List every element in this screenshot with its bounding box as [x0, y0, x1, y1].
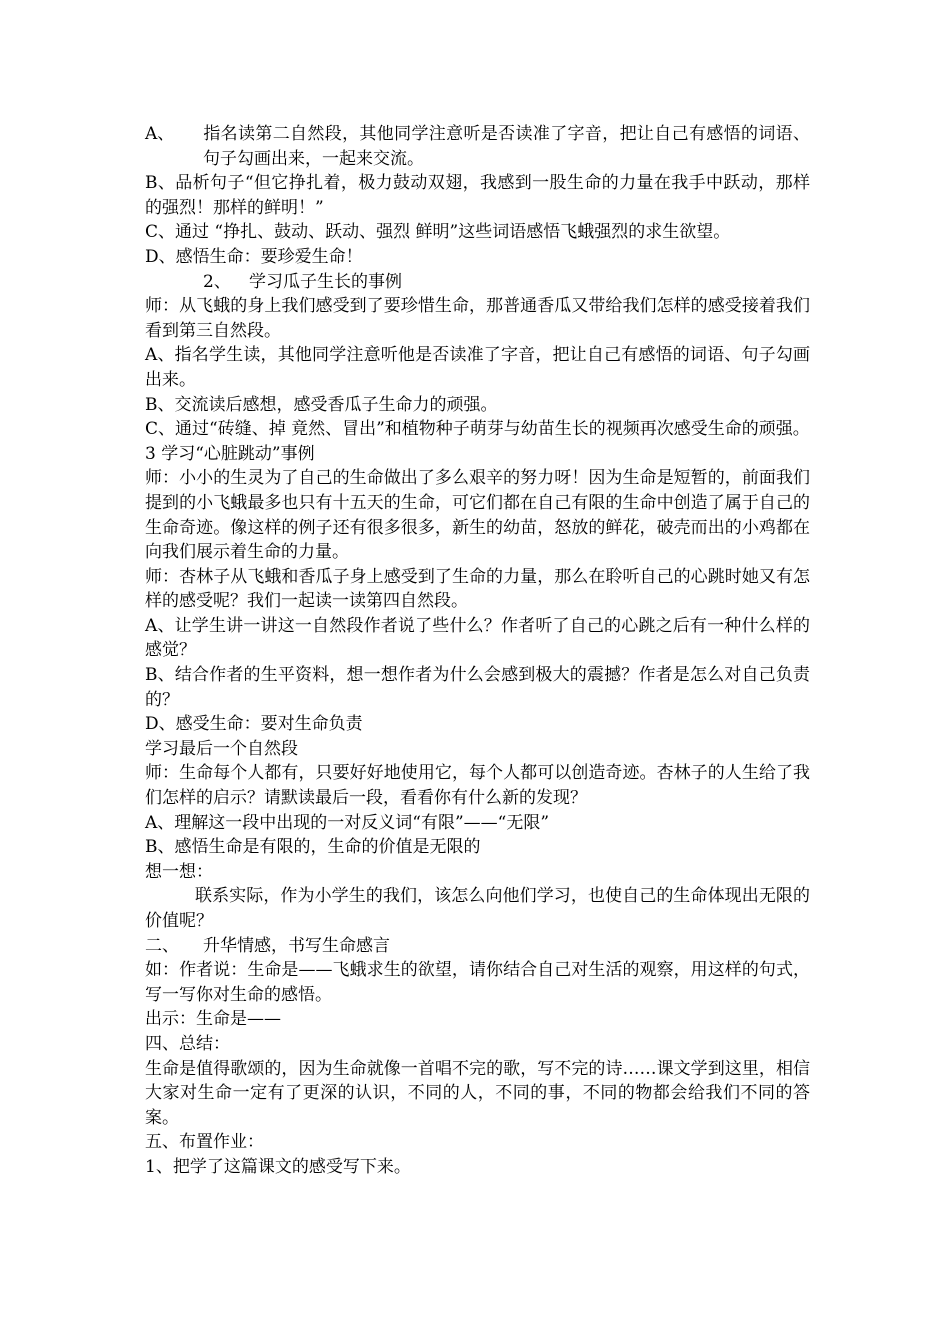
step-b-author-background: B、结合作者的生平资料，想一想作者为什么会感到极大的震撼？作者是怎么对自己负责的？ — [145, 665, 810, 710]
section-2-heading: 二、 升华情感，书写生命感言 — [145, 935, 390, 956]
heading-last-paragraph: 学习最后一个自然段 — [145, 738, 298, 759]
document-body — [145, 122, 810, 1180]
step-a-read-paragraph-2: A、 指名读第二自然段，其他同学注意听是否读准了字音，把让自己有感悟的词语、句子勾画出来，一起来交流。 — [145, 124, 810, 169]
think-heading: 想一想： — [145, 861, 213, 882]
heading-melon-seed: 2、 学习瓜子生长的事例 — [203, 271, 402, 292]
teacher-intro-last-paragraph: 师：生命每个人都有，只要好好地使用它，每个人都可以创造奇迹。杏林子的人生给了我们怎样的启示？请默读最后一段，看看你有什么新的发现？ — [145, 763, 810, 809]
heading-heartbeat: 3 学习“心脏跳动”事例 — [145, 443, 315, 464]
step-c-word-insight: C、通过 “挣扎、鼓动、跃动、强烈 鲜明”这些词语感悟飞蛾强烈的求生欲望。 — [145, 222, 731, 243]
section-4-heading: 四、总结： — [145, 1033, 230, 1054]
example-sentence-pattern: 如：作者说：生命是——飞蛾求生的欲望，请你结合自己对生活的观察，用这样的句式，写一写你对生命的感悟。 — [145, 960, 810, 1005]
step-d-cherish-life: D、感悟生命：要珍爱生命！ — [145, 246, 363, 267]
step-a-antonyms: A、理解这一段中出现的一对反义词“有限”——“无限” — [145, 812, 550, 833]
teacher-intro-paragraph-3: 师：从飞蛾的身上我们感受到了要珍惜生命，那普通香瓜又带给我们怎样的感受接着我们看到第三自然段。 — [145, 296, 810, 341]
step-a-read-paragraph-3: A、指名学生读，其他同学注意听他是否读准了字音，把让自己有感悟的词语、句子勾画出来。 — [145, 345, 810, 390]
show-prompt: 出示：生命是—— — [145, 1009, 281, 1030]
step-b-analyze-sentence: B、品析句子“但它挣扎着，极力鼓动双翅，我感到一股生命的力量在我手中跃动，那样的强烈！那样的鲜明！” — [145, 173, 810, 218]
teacher-talk-life-miracle: 师：小小的生灵为了自己的生命做出了多么艰辛的努力呀！因为生命是短暂的，前面我们提到的小飞蛾最多也只有十五天的生命，可它们都在自己有限的生命中创造了属于自己的生命奇迹。像这样的例子还有很多很多，新生的幼苗，怒放的鲜花，破壳而出的小鸡都在向我们展示着生命的力量。 — [145, 468, 810, 563]
step-b-value-of-life: B、感悟生命是有限的，生命的价值是无限的 — [145, 837, 481, 858]
think-question: 联系实际，作为小学生的我们，该怎么向他们学习，也使自己的生命体现出无限的价值呢？ — [145, 886, 810, 931]
step-c-video-insight: C、通过“砖缝、掉 竟然、冒出”和植物种子萌芽与幼苗生长的视频再次感受生命的顽强。 — [145, 419, 810, 440]
step-b-share-feelings: B、交流读后感想，感受香瓜子生命力的顽强。 — [145, 394, 498, 415]
homework-item-1: 1、把学了这篇课文的感受写下来。 — [145, 1156, 411, 1177]
summary-paragraph: 生命是值得歌颂的，因为生命就像一首唱不完的歌，写不完的诗……课文学到这里，相信大家对生命一定有了更深的认识，不同的人，不同的事，不同的物都会给我们不同的答案。 — [145, 1058, 810, 1128]
teacher-intro-paragraph-4: 师：杏林子从飞蛾和香瓜子身上感受到了生命的力量，那么在聆听自己的心跳时她又有怎样的感受呢？我们一起读一读第四自然段。 — [145, 566, 810, 612]
step-d-responsible-life: D、感受生命：要对生命负责 — [145, 714, 363, 735]
step-a-paragraph-4: A、让学生讲一讲这一自然段作者说了些什么？作者听了自己的心跳之后有一种什么样的感觉？ — [145, 615, 810, 661]
section-5-heading: 五、布置作业： — [145, 1132, 264, 1153]
